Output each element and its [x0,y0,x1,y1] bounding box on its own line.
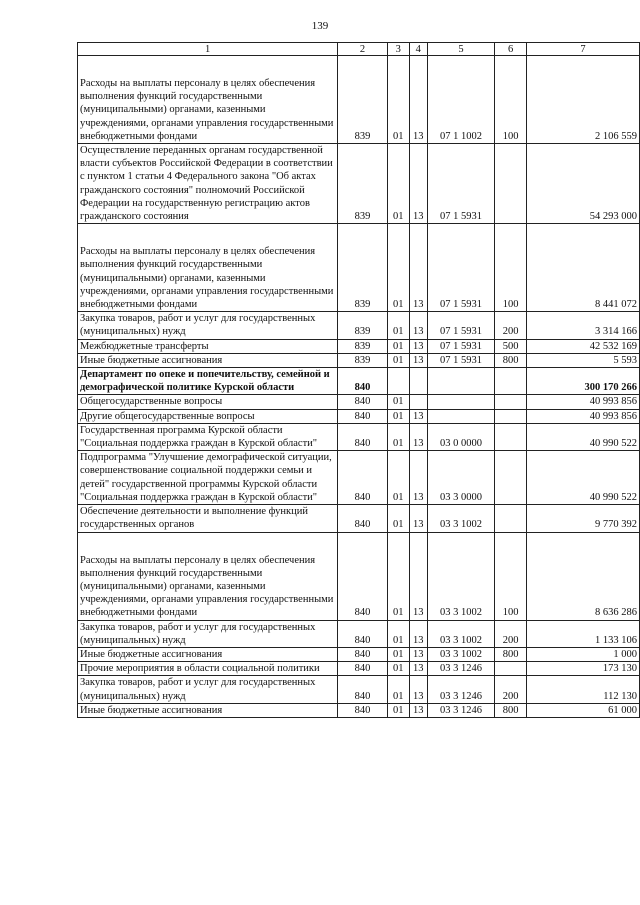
section-code: 01 [387,353,409,367]
table-row [78,532,640,620]
section-code: 01 [387,676,409,703]
page-number: 139 [311,20,329,32]
subsection-code: 13 [409,224,427,312]
table-row [78,662,640,676]
target-article-code: 03 0 0000 [427,423,495,450]
target-article-code [427,409,495,423]
section-code: 01 [387,505,409,532]
subsection-code: 13 [409,423,427,450]
section-code [387,368,409,395]
amount: 2 106 559 [527,56,640,144]
header-cell: 3 [387,43,409,56]
header-cell: 6 [495,43,527,56]
row-description: Межбюджетные трансферты [78,339,338,353]
target-article-code [427,395,495,409]
section-code: 01 [387,647,409,661]
table-row [78,368,640,395]
admin-code: 840 [338,368,388,395]
row-description: Департамент по опеке и попечительству, семейной и демографической политике Курской области [78,368,338,395]
section-code: 01 [387,423,409,450]
admin-code: 840 [338,505,388,532]
table-row [78,395,640,409]
subsection-code: 13 [409,703,427,717]
target-article-code: 03 3 1002 [427,620,495,647]
table-row [78,409,640,423]
expense-type-code: 800 [495,353,527,367]
row-description-text: Расходы на выплаты персоналу в целях обеспечения выполнения функций государственными (муниципальными) органами, казенными учреждениями, органами управления государственными внебюджетными фондами [80,78,334,142]
subsection-code: 13 [409,312,427,339]
expense-type-code [495,451,527,505]
target-article-code: 03 3 1246 [427,662,495,676]
row-description: Закупка товаров, работ и услуг для государственных (муниципальных) нужд [78,312,338,339]
budget-table [77,42,640,718]
target-article-code: 03 3 0000 [427,451,495,505]
section-code: 01 [387,312,409,339]
subsection-code: 13 [409,451,427,505]
admin-code: 839 [338,224,388,312]
expense-type-code: 500 [495,339,527,353]
expense-type-code [495,423,527,450]
admin-code: 839 [338,353,388,367]
amount: 3 314 166 [527,312,640,339]
admin-code: 839 [338,339,388,353]
section-code: 01 [387,339,409,353]
header-cell: 7 [527,43,640,56]
table-row [78,339,640,353]
amount: 40 990 522 [527,423,640,450]
amount: 5 593 [527,353,640,367]
subsection-code: 13 [409,532,427,620]
section-code: 01 [387,703,409,717]
amount: 1 133 106 [527,620,640,647]
admin-code: 840 [338,409,388,423]
section-code: 01 [387,620,409,647]
expense-type-code [495,505,527,532]
expense-type-code: 200 [495,312,527,339]
row-description: Закупка товаров, работ и услуг для государственных (муниципальных) нужд [78,620,338,647]
subsection-code: 13 [409,620,427,647]
admin-code: 839 [338,312,388,339]
expense-type-code [495,144,527,224]
amount: 8 441 072 [527,224,640,312]
subsection-code [409,395,427,409]
admin-code: 839 [338,56,388,144]
expense-type-code [495,395,527,409]
section-code: 01 [387,409,409,423]
amount: 42 532 169 [527,339,640,353]
row-description [78,532,338,620]
spacer [80,224,335,245]
row-description: Прочие мероприятия в области социальной политики [78,662,338,676]
target-article-code: 07 1 5931 [427,312,495,339]
target-article-code: 07 1 1002 [427,56,495,144]
section-code: 01 [387,56,409,144]
subsection-code: 13 [409,409,427,423]
expense-type-code: 100 [495,532,527,620]
expense-type-code: 100 [495,224,527,312]
subsection-code [409,368,427,395]
subsection-code: 13 [409,339,427,353]
expense-type-code: 800 [495,647,527,661]
admin-code: 840 [338,423,388,450]
admin-code: 839 [338,144,388,224]
row-description: Иные бюджетные ассигнования [78,353,338,367]
admin-code: 840 [338,676,388,703]
expense-type-code: 200 [495,676,527,703]
header-cell: 1 [78,43,338,56]
subsection-code: 13 [409,505,427,532]
subsection-code: 13 [409,647,427,661]
row-description [78,224,338,312]
row-description: Государственная программа Курской области "Социальная поддержка граждан в Курской области" [78,423,338,450]
row-description: Иные бюджетные ассигнования [78,647,338,661]
target-article-code: 03 3 1002 [427,647,495,661]
expense-type-code: 100 [495,56,527,144]
amount: 40 990 522 [527,451,640,505]
target-article-code: 03 3 1246 [427,703,495,717]
header-cell: 2 [338,43,388,56]
amount: 61 000 [527,703,640,717]
table-row [78,312,640,339]
target-article-code [427,368,495,395]
target-article-code: 03 3 1002 [427,505,495,532]
row-description: Обеспечение деятельности и выполнение функций государственных органов [78,505,338,532]
table-row [78,676,640,703]
table-row [78,423,640,450]
admin-code: 840 [338,620,388,647]
amount: 1 000 [527,647,640,661]
target-article-code: 07 1 5931 [427,224,495,312]
admin-code: 840 [338,532,388,620]
amount: 9 770 392 [527,505,640,532]
table-row [78,353,640,367]
table-row [78,505,640,532]
expense-type-code: 800 [495,703,527,717]
expense-type-code [495,409,527,423]
table-row [78,703,640,717]
section-code: 01 [387,395,409,409]
admin-code: 840 [338,647,388,661]
section-code: 01 [387,662,409,676]
row-description: Общегосударственные вопросы [78,395,338,409]
subsection-code: 13 [409,56,427,144]
table-row [78,224,640,312]
admin-code: 840 [338,451,388,505]
row-description-text: Расходы на выплаты персоналу в целях обеспечения выполнения функций государственными (муниципальными) органами, казенными учреждениями, органами управления государственными внебюджетными фондами [80,246,334,311]
subsection-code: 13 [409,662,427,676]
amount: 54 293 000 [527,144,640,224]
amount: 173 130 [527,662,640,676]
amount: 40 993 856 [527,409,640,423]
row-description: Осуществление переданных органам государственной власти субъектов Российской Федерации в соответствии с пунктом 1 статьи 4 Федерального закона "Об актах гражданского состояния" полномочий Российской Федерации на государственную регистрацию актов гражданского состояния [78,144,338,224]
row-description-text: Расходы на выплаты персоналу в целях обеспечения выполнения функций государственными (муниципальными) органами, казенными учреждениями, органами управления государственными внебюджетными фондами [80,554,334,619]
admin-code: 840 [338,662,388,676]
header-cell: 4 [409,43,427,56]
target-article-code: 03 3 1246 [427,676,495,703]
table-row [78,56,640,144]
section-code: 01 [387,144,409,224]
table-row [78,144,640,224]
subsection-code: 13 [409,676,427,703]
subsection-code: 13 [409,144,427,224]
table-row [78,620,640,647]
section-code: 01 [387,451,409,505]
header-row [78,43,640,56]
section-code: 01 [387,224,409,312]
spacer [80,533,335,554]
expense-type-code [495,662,527,676]
target-article-code: 07 1 5931 [427,144,495,224]
amount: 112 130 [527,676,640,703]
target-article-code: 07 1 5931 [427,353,495,367]
row-description: Подпрограмма "Улучшение демографической ситуации, совершенствование социальной поддержки семьи и детей" государственной программы Курской области "Социальная поддержка граждан в Курской области" [78,451,338,505]
expense-type-code [495,368,527,395]
table-row [78,647,640,661]
amount: 40 993 856 [527,395,640,409]
admin-code: 840 [338,703,388,717]
spacer [80,56,335,77]
row-description: Другие общегосударственные вопросы [78,409,338,423]
target-article-code: 03 3 1002 [427,532,495,620]
expense-type-code: 200 [495,620,527,647]
table-row [78,451,640,505]
section-code: 01 [387,532,409,620]
amount: 300 170 266 [527,368,640,395]
header-cell: 5 [427,43,495,56]
row-description: Закупка товаров, работ и услуг для государственных (муниципальных) нужд [78,676,338,703]
admin-code: 840 [338,395,388,409]
subsection-code: 13 [409,353,427,367]
target-article-code: 07 1 5931 [427,339,495,353]
row-description: Иные бюджетные ассигнования [78,703,338,717]
amount: 8 636 286 [527,532,640,620]
row-description [78,56,338,144]
